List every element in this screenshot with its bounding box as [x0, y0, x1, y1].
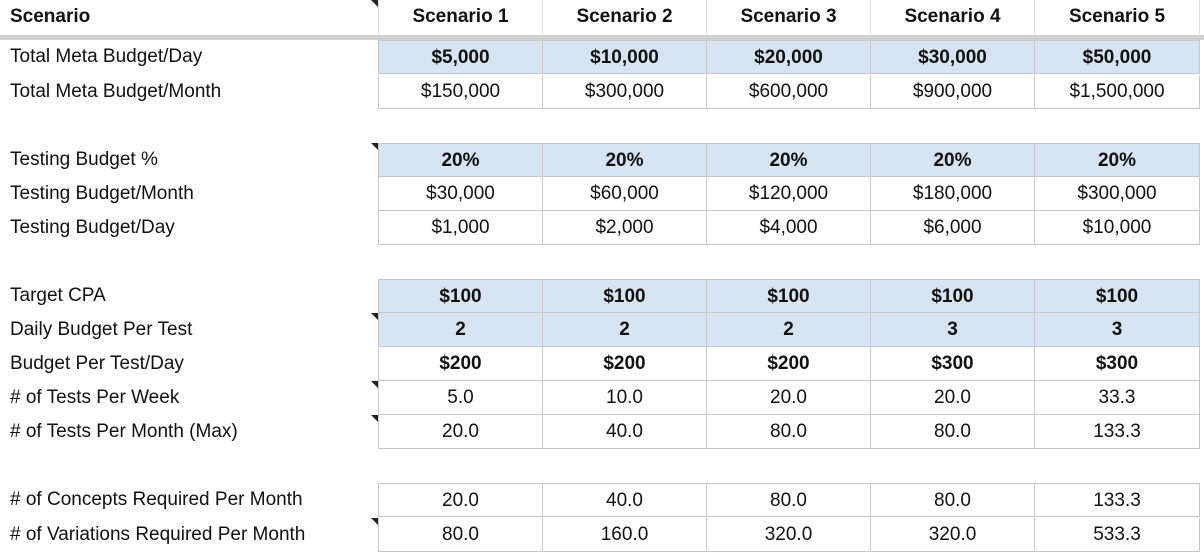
row-target-cpa: [0, 279, 1204, 313]
value-cell[interactable]: $300: [1035, 347, 1200, 381]
value-cell[interactable]: $600,000: [707, 75, 871, 109]
comment-marker-icon[interactable]: [371, 313, 378, 320]
value-cell[interactable]: $10,000: [543, 40, 707, 74]
value-cell[interactable]: $30,000: [871, 40, 1035, 74]
value-cell[interactable]: 533.3: [1035, 518, 1200, 552]
value-cell[interactable]: $30,000: [378, 177, 543, 211]
row-label[interactable]: # of Variations Required Per Month: [10, 524, 306, 545]
value-cell[interactable]: 40.0: [543, 415, 707, 449]
value-cell[interactable]: 20.0: [707, 381, 871, 415]
row-label[interactable]: Testing Budget %: [10, 149, 158, 170]
value-cell[interactable]: $180,000: [871, 177, 1035, 211]
value-cell[interactable]: 320.0: [707, 518, 871, 552]
value-cell[interactable]: 2: [378, 313, 543, 347]
value-cell[interactable]: 160.0: [543, 518, 707, 552]
value-cell[interactable]: $900,000: [871, 75, 1035, 109]
value-cell[interactable]: 80.0: [871, 415, 1035, 449]
row-tests-per-month: [0, 415, 1204, 449]
value-cell[interactable]: 20.0: [871, 381, 1035, 415]
row-label[interactable]: # of Tests Per Week: [10, 387, 180, 408]
row-testing-budget-pct: [0, 143, 1204, 177]
row-label[interactable]: # of Concepts Required Per Month: [10, 489, 303, 510]
row-testing-budget-day: [0, 211, 1204, 245]
value-cell[interactable]: 133.3: [1035, 483, 1200, 517]
value-cell[interactable]: $100: [543, 279, 707, 313]
value-cell[interactable]: $200: [543, 347, 707, 381]
value-cell[interactable]: 80.0: [378, 518, 543, 552]
row-label[interactable]: Target CPA: [10, 285, 106, 306]
value-cell[interactable]: $5,000: [378, 40, 543, 74]
value-cell[interactable]: 3: [1035, 313, 1200, 347]
value-cell[interactable]: $10,000: [1035, 211, 1200, 245]
value-cell[interactable]: 10.0: [543, 381, 707, 415]
value-cell[interactable]: 20.0: [378, 415, 543, 449]
value-cell[interactable]: 80.0: [707, 483, 871, 517]
row-label[interactable]: Testing Budget/Day: [10, 217, 175, 238]
value-cell[interactable]: 133.3: [1035, 415, 1200, 449]
value-cell[interactable]: 20%: [543, 143, 707, 177]
row-daily-budget-per-test: [0, 313, 1204, 347]
value-cell[interactable]: $150,000: [378, 75, 543, 109]
value-cell[interactable]: $20,000: [707, 40, 871, 74]
row-total-meta-budget-month: [0, 75, 1204, 109]
row-variations-per-month: [0, 518, 1204, 552]
value-cell[interactable]: $1,000: [378, 211, 543, 245]
row-tests-per-week: [0, 381, 1204, 415]
row-testing-budget-month: [0, 177, 1204, 211]
value-cell[interactable]: 20%: [1035, 143, 1200, 177]
value-cell[interactable]: 20%: [378, 143, 543, 177]
value-cell[interactable]: $120,000: [707, 177, 871, 211]
value-cell[interactable]: 40.0: [543, 483, 707, 517]
value-cell[interactable]: $300,000: [1035, 177, 1200, 211]
value-cell[interactable]: $50,000: [1035, 40, 1200, 74]
value-cell[interactable]: 3: [871, 313, 1035, 347]
value-cell[interactable]: 5.0: [378, 381, 543, 415]
header-label-cell[interactable]: Scenario: [10, 6, 91, 27]
value-cell[interactable]: 320.0: [871, 518, 1035, 552]
row-label[interactable]: Testing Budget/Month: [10, 183, 194, 204]
row-label[interactable]: Daily Budget Per Test: [10, 319, 193, 340]
value-cell[interactable]: 2: [543, 313, 707, 347]
header-cell-scenario-5[interactable]: Scenario 5: [1035, 0, 1200, 34]
value-cell[interactable]: $2,000: [543, 211, 707, 245]
value-cell[interactable]: $200: [707, 347, 871, 381]
value-cell[interactable]: $4,000: [707, 211, 871, 245]
row-label[interactable]: # of Tests Per Month (Max): [10, 421, 238, 442]
value-cell[interactable]: $1,500,000: [1035, 75, 1200, 109]
comment-marker-icon[interactable]: [371, 143, 378, 150]
comment-marker-icon[interactable]: [371, 0, 378, 7]
value-cell[interactable]: $60,000: [543, 177, 707, 211]
row-concepts-per-month: [0, 483, 1204, 517]
header-cell-scenario-1[interactable]: Scenario 1: [378, 0, 543, 34]
value-cell[interactable]: $100: [1035, 279, 1200, 313]
comment-marker-icon[interactable]: [371, 381, 378, 388]
row-label[interactable]: Total Meta Budget/Day: [10, 46, 203, 67]
value-cell[interactable]: 2: [707, 313, 871, 347]
value-cell[interactable]: $6,000: [871, 211, 1035, 245]
header-cell-scenario-4[interactable]: Scenario 4: [871, 0, 1035, 34]
value-cell[interactable]: $300,000: [543, 75, 707, 109]
header-cell-scenario-3[interactable]: Scenario 3: [707, 0, 871, 34]
value-cell[interactable]: 20%: [871, 143, 1035, 177]
value-cell[interactable]: $100: [871, 279, 1035, 313]
row-label[interactable]: Total Meta Budget/Month: [10, 81, 222, 102]
value-cell[interactable]: 33.3: [1035, 381, 1200, 415]
comment-marker-icon[interactable]: [371, 518, 378, 525]
row-label[interactable]: Budget Per Test/Day: [10, 353, 184, 374]
row-budget-per-test-day: [0, 347, 1204, 381]
value-cell[interactable]: 20%: [707, 143, 871, 177]
value-cell[interactable]: $300: [871, 347, 1035, 381]
value-cell[interactable]: $100: [707, 279, 871, 313]
value-cell[interactable]: 80.0: [871, 483, 1035, 517]
header-row: [0, 0, 1204, 34]
value-cell[interactable]: $100: [378, 279, 543, 313]
header-cell-scenario-2[interactable]: Scenario 2: [543, 0, 707, 34]
value-cell[interactable]: 80.0: [707, 415, 871, 449]
value-cell[interactable]: $200: [378, 347, 543, 381]
row-total-meta-budget-day: [0, 40, 1204, 74]
value-cell[interactable]: 20.0: [378, 483, 543, 517]
comment-marker-icon[interactable]: [371, 415, 378, 422]
